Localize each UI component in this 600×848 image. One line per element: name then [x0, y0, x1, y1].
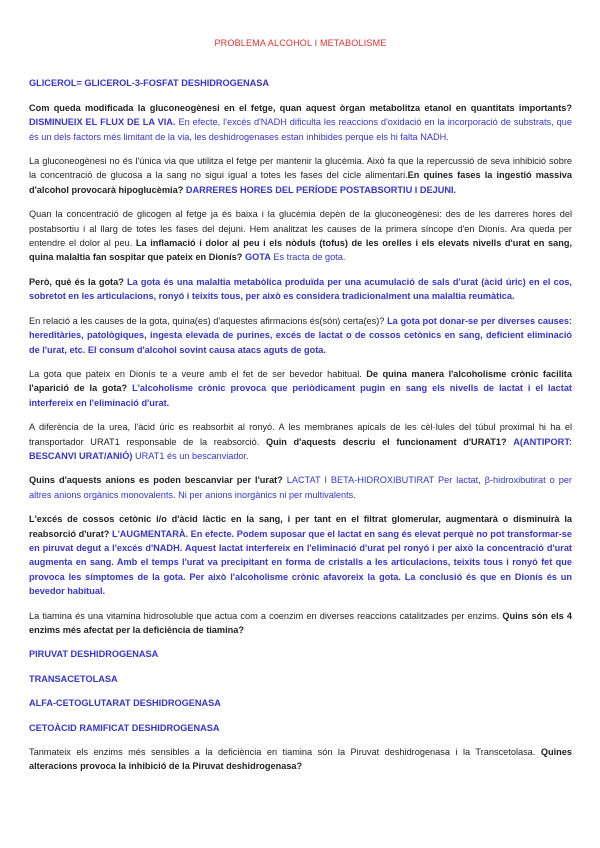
question: En relació a les causes de la gota, quina(es) d'aquestes afirmacions és(són) certa(es)?	[29, 315, 385, 326]
question: La inflamació i dolor al peu i els nòduls (tofus) de les orelles i els elevats nivells d'urat en sang, quina malaltia fan sospitar que pateix en Dionís?	[29, 238, 572, 263]
question: Però, què és la gota?	[29, 276, 124, 287]
answer-short: DISMINUEIX EL FLUX DE LA VIA.	[29, 117, 176, 128]
paragraph-gluconeogenesis	[29, 101, 572, 144]
answer-explanation: En efecte, l'excés d'NADH dificulta les reaccions d'oxidació en la incorporació de substrats, que és un dels factors més limitant de la via, les deshidrogenases estan inhibides perque els hi falta NADH.	[29, 117, 572, 142]
answer: La gota és una malaltia metabòlica produïda per una acumulació de sals d'urat (àcid úric) en el cos, sobretot en les articulacions, ronyó i teixits tous, per això es considera tradicionalment una malaltia reumàtica.	[29, 276, 572, 302]
question: Quin d'aquests descriu el funcionament d'URAT1?	[265, 436, 507, 447]
context-text: La gota que pateix en Dionís te a veure amb el fet de ser bevedor habitual.	[29, 368, 362, 379]
document-title: PROBLEMA ALCOHOL I METABOLISME	[214, 38, 387, 48]
context-text: La tiamina és una vitamina hidrosoluble que actua com a coenzim en diverses reaccions catalitzades per enzims.	[29, 610, 500, 621]
context-text: Tanmateix els enzims més sensibles a la deficiència en tiamina són la Piruvat deshidrogenasa i la Transcetolasa.	[29, 747, 536, 758]
paragraph-hypoglycemia	[29, 154, 572, 197]
answer-short: LACTAT I BETA-HIDROXIBUTIRAT	[286, 475, 434, 486]
question: Quins són els 4 enzims més afectat per la deficiència de tiamina?	[29, 610, 572, 635]
paragraph-what-is-gout	[29, 275, 572, 304]
answer: La gota pot donar-se per diverses causes: hereditàries, patològiques, ingesta elevada de purines, excés de lactat o de cossos cetònics en sang, deficient eliminació de l'urat, etc. El consum d'alcohol sovint causa atacs aguts de gota.	[29, 315, 573, 355]
answer-short: A(ANTIPORT: BESCANVI URAT/ANIÓ)	[29, 436, 572, 461]
section-heading: GLICEROL= GLICEROL-3-FOSFAT DESHIDROGENASA	[29, 78, 269, 89]
context-text: Quan la concentració de glicogen al fetge ja és baixa i la glucèmia depèn de la gluconeogènesi: des de les darreres hores del postabsortiu i al llarg de totes les fases del dejuni. Hem analitzat les causes de la primera síncope d'en Dionís. Ara queda per entendre el dolor al peu.	[29, 209, 572, 249]
answer-short: GOTA	[244, 252, 271, 263]
question: Quines alteracions provoca la inhibició de la Piruvat deshidrogenasa?	[29, 747, 572, 772]
paragraph-gout-suspicion	[29, 207, 572, 265]
answer: L'alcoholisme crònic provoca que periòdicament pugin en sang els nivells de lactat i el lactat interfereix en l'eliminació d'urat.	[29, 383, 572, 408]
enzyme-list-item: PIRUVAT DESHIDROGENASA	[29, 649, 159, 660]
answer: L'AUGMENTARÀ. En efecte. Podem suposar que el lactat en sang és elevat perquè no pot transformar-se en piruvat degut a l'excés d'NADH. Aquest lactat interfereix en l'eliminació d'urat pel ronyó i per això la concentració d'urat augmenta en sang. Amb el temps l'urat va precipitant en forma de cristalls a les articulacions, teixits tous i ronyó fet que provoca les símptomes de la gota. Per això l'alcoholisme crònic afavoreix la gota. La conclusió és que en Dionís és un bevedor habitual.	[29, 528, 572, 597]
answer-explanation: Per lactat, β-hidroxibutirat o per altres anions orgànics monovalents. Ni per anions inorgànics ni per multivalents.	[29, 475, 572, 500]
question: L'excés de cossos cetònic i/o d'àcid làctic en la sang, i per tant en el filtrat glomerular, augmentarà o disminuirà la reabsorció d'urat?	[29, 514, 572, 539]
paragraph-urat1	[29, 420, 572, 463]
paragraph-anions	[29, 473, 572, 502]
document-page	[29, 36, 572, 784]
enzyme-list-item: ALFA-CETOGLUTARAT DESHIDROGENASA	[29, 698, 221, 709]
paragraph-gout-causes	[29, 314, 572, 357]
question: Com queda modificada la gluconeogènesi en el fetge, quan aquest òrgan metabolitza etanol en quantitats importants?	[29, 102, 572, 113]
paragraph-thiamine	[29, 609, 572, 638]
question: De quina manera l'alcoholisme crònic facilita l'aparició de la gota?	[29, 368, 572, 394]
paragraph-urate-reabsorption	[29, 512, 572, 598]
answer: DARRERES HORES DEL PERÍODE POSTABSORTIU I DEJUNI.	[185, 184, 457, 195]
context-text: A diferència de la urea, l'àcid úric es reabsorbit al ronyó. A les membranes apicals de les cèl·lules del túbul proximal hi ha el transportador URAT1 responsable de la reabsorció.	[29, 422, 572, 447]
question: Quins d'aquests anions es poden bescanviar per l'urat?	[29, 475, 283, 486]
paragraph-pdh-inhibition	[29, 745, 572, 774]
answer-explanation: URAT1 és un bescanviador.	[135, 450, 249, 461]
context-text: La gluconeogènesi no és l'única via que utilitza el fetge per mantenir la glucèmia. Això fa que la repercussió de seva inhibició sobre la concentració de glucosa a la sang no sigui igual a totes les fases del cicle alimentari.	[29, 156, 572, 181]
enzyme-list-item: CETOÀCID RAMIFICAT DESHIDROGENASA	[29, 722, 220, 733]
enzyme-list-item: TRANSACETOLASA	[29, 673, 118, 684]
question: En quines fases la ingestió massiva d'alcohol provocarà hipoglucèmia?	[29, 170, 573, 195]
answer-explanation: Es tracta de gota.	[273, 252, 346, 263]
paragraph-alcoholism-gout	[29, 367, 572, 410]
